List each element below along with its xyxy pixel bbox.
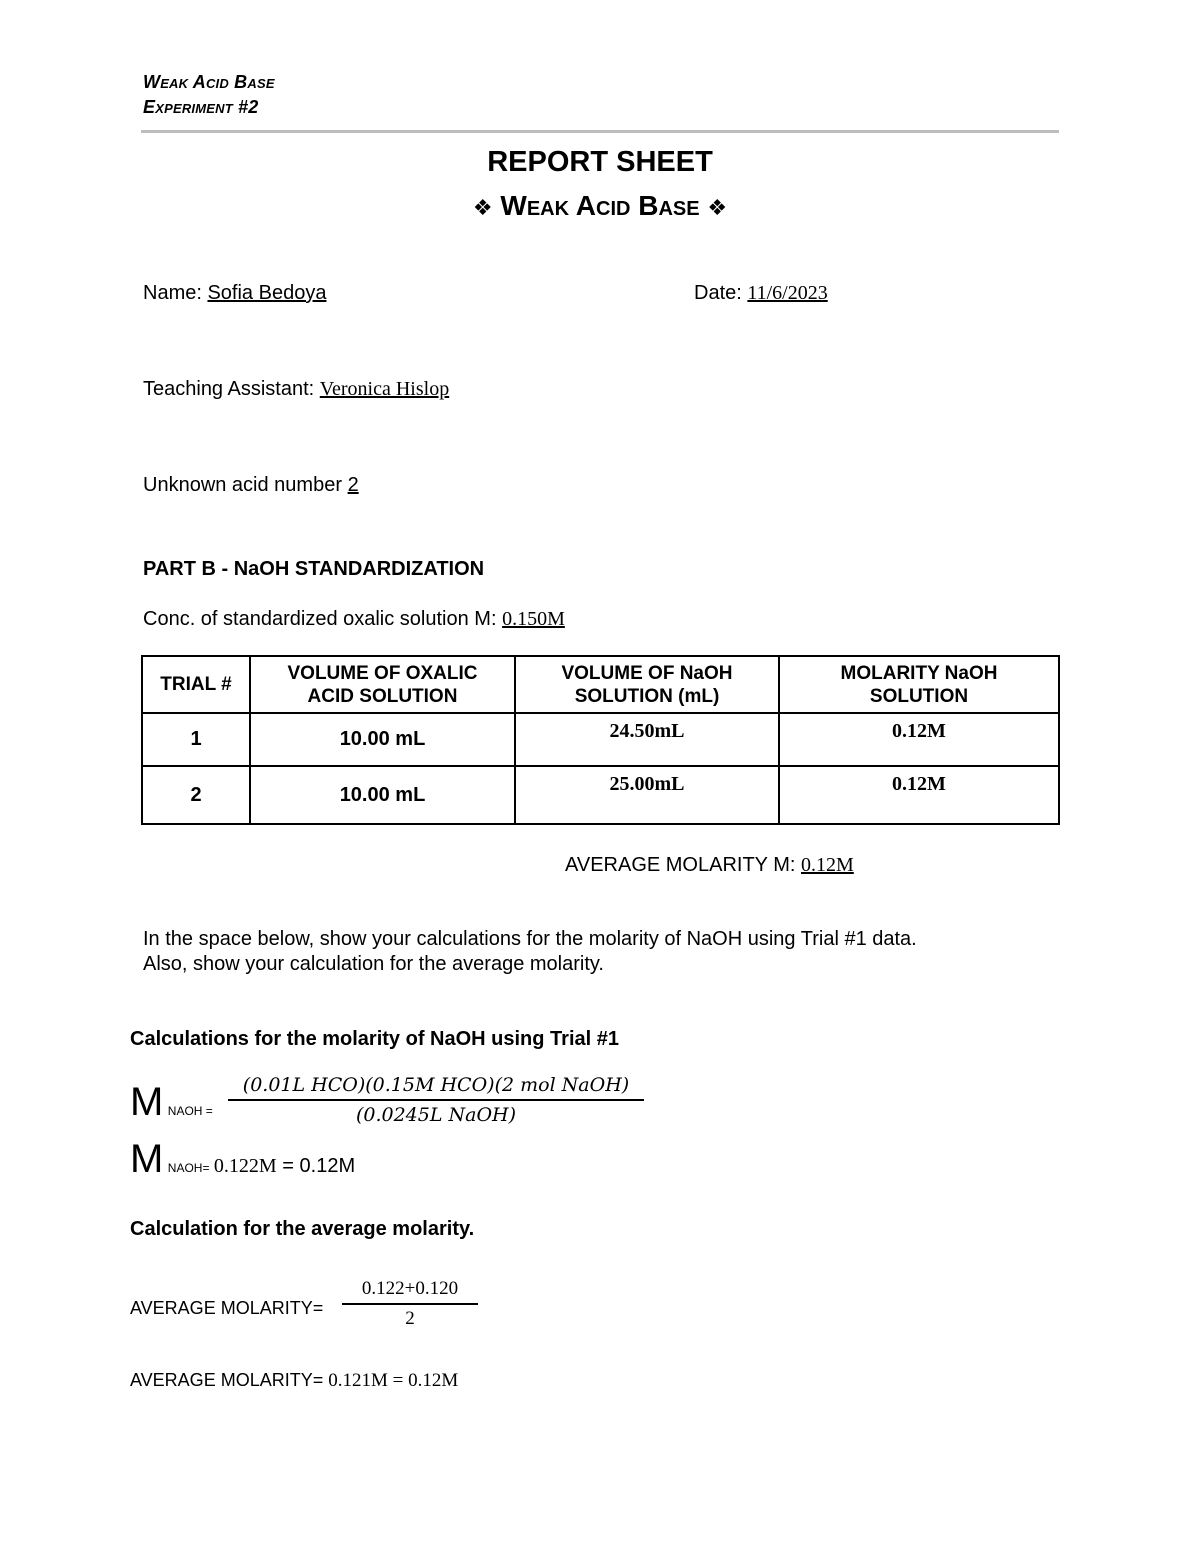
date-label: Date:	[694, 282, 748, 304]
oxalic-volume-cell: 10.00 mL	[250, 766, 515, 824]
oxalic-volume-cell: 10.00 mL	[250, 713, 515, 766]
page-subtitle	[0, 190, 1200, 222]
conc-field	[143, 608, 565, 631]
ta-label: Teaching Assistant:	[143, 378, 320, 400]
unknown-acid-field	[143, 474, 359, 497]
average-fraction	[342, 1278, 478, 1330]
average-molarity-field	[565, 854, 854, 877]
naoh-molarity-cell: 0.12M	[779, 713, 1059, 766]
subtitle-text: Weak Acid Base	[500, 190, 700, 221]
fraction-numerator: (0.01L HCO)(0.15M HCO)(2 mol NaOH)	[242, 1074, 630, 1096]
header-trial	[142, 656, 250, 713]
naoh-volume-cell: 24.50mL	[515, 713, 779, 766]
name-label: Name:	[143, 282, 208, 304]
part-b-heading: PART B - NaOH STANDARDIZATION	[143, 558, 485, 580]
conc-value: 0.150M	[502, 608, 565, 630]
calc-molarity-heading: Calculations for the molarity of NaOH using Trial #1	[130, 1028, 619, 1050]
molarity-result-value: 0.122M	[213, 1155, 277, 1177]
unknown-label: Unknown acid number	[143, 474, 348, 496]
diamond-ornament-icon: ❖	[707, 196, 728, 221]
header-line: TRIAL #	[160, 674, 232, 695]
molarity-result-rounded: = 0.12M	[276, 1155, 356, 1177]
molarity-subscript: NAOH=	[167, 1161, 210, 1175]
header-line: MOLARITY NaOH	[840, 662, 998, 684]
naoh-volume-cell: 25.00mL	[515, 766, 779, 824]
header-line: SOLUTION	[869, 685, 969, 707]
molarity-formula-line	[130, 1080, 213, 1125]
instruction-line: In the space below, show your calculations for the molarity of NaOH using Trial #1 data.	[143, 928, 917, 950]
ta-value: Veronica Hislop	[319, 378, 450, 400]
calc-average-heading: Calculation for the average molarity.	[130, 1218, 475, 1240]
header-line: VOLUME OF NaOH	[561, 662, 733, 684]
unknown-value: 2	[347, 474, 359, 496]
molarity-symbol: M	[130, 1137, 164, 1181]
date-field	[694, 282, 828, 305]
average-result-label: AVERAGE MOLARITY=	[130, 1370, 324, 1390]
average-label: AVERAGE MOLARITY M:	[565, 854, 801, 876]
fraction-denominator: (0.0245L NaOH)	[355, 1104, 517, 1126]
average-result-line	[130, 1370, 458, 1392]
table-row	[142, 766, 1059, 824]
trial-number-cell: 1	[142, 713, 250, 766]
molarity-symbol: M	[130, 1080, 164, 1124]
running-header-title: Weak Acid Base	[143, 72, 275, 92]
name-field	[143, 282, 326, 305]
naoh-molarity-cell: 0.12M	[779, 766, 1059, 824]
header-line: ACID SOLUTION	[307, 685, 458, 707]
running-header-experiment: Experiment #2	[143, 97, 259, 117]
fraction-bar	[228, 1099, 644, 1101]
header-oxalic-volume	[250, 656, 515, 713]
molarity-result-line	[130, 1137, 355, 1182]
fraction-bar	[342, 1303, 478, 1305]
trial-number-cell: 2	[142, 766, 250, 824]
fraction-denominator: 2	[405, 1308, 415, 1329]
teaching-assistant-field	[143, 378, 449, 401]
standardization-table	[141, 655, 1060, 825]
table-row	[142, 713, 1059, 766]
instruction-line: Also, show your calculation for the average molarity.	[143, 953, 604, 975]
header-line: SOLUTION (mL)	[574, 685, 720, 707]
molarity-fraction	[228, 1074, 644, 1126]
name-value: Sofia Bedoya	[207, 282, 327, 304]
molarity-subscript: NAOH =	[167, 1104, 213, 1118]
diamond-ornament-icon: ❖	[472, 196, 493, 221]
header-line: VOLUME OF OXALIC	[287, 662, 478, 684]
page-title: REPORT SHEET	[487, 146, 713, 178]
header-naoh-molarity	[779, 656, 1059, 713]
header-divider	[141, 130, 1059, 133]
average-result-value: 0.121M = 0.12M	[328, 1370, 459, 1391]
average-value: 0.12M	[800, 854, 854, 876]
average-formula-label: AVERAGE MOLARITY=	[130, 1298, 324, 1318]
conc-label: Conc. of standardized oxalic solution M:	[143, 608, 503, 630]
fraction-numerator: 0.122+0.120	[361, 1278, 459, 1299]
date-value: 11/6/2023	[747, 282, 828, 304]
table-header-row	[142, 656, 1059, 713]
header-naoh-volume	[515, 656, 779, 713]
